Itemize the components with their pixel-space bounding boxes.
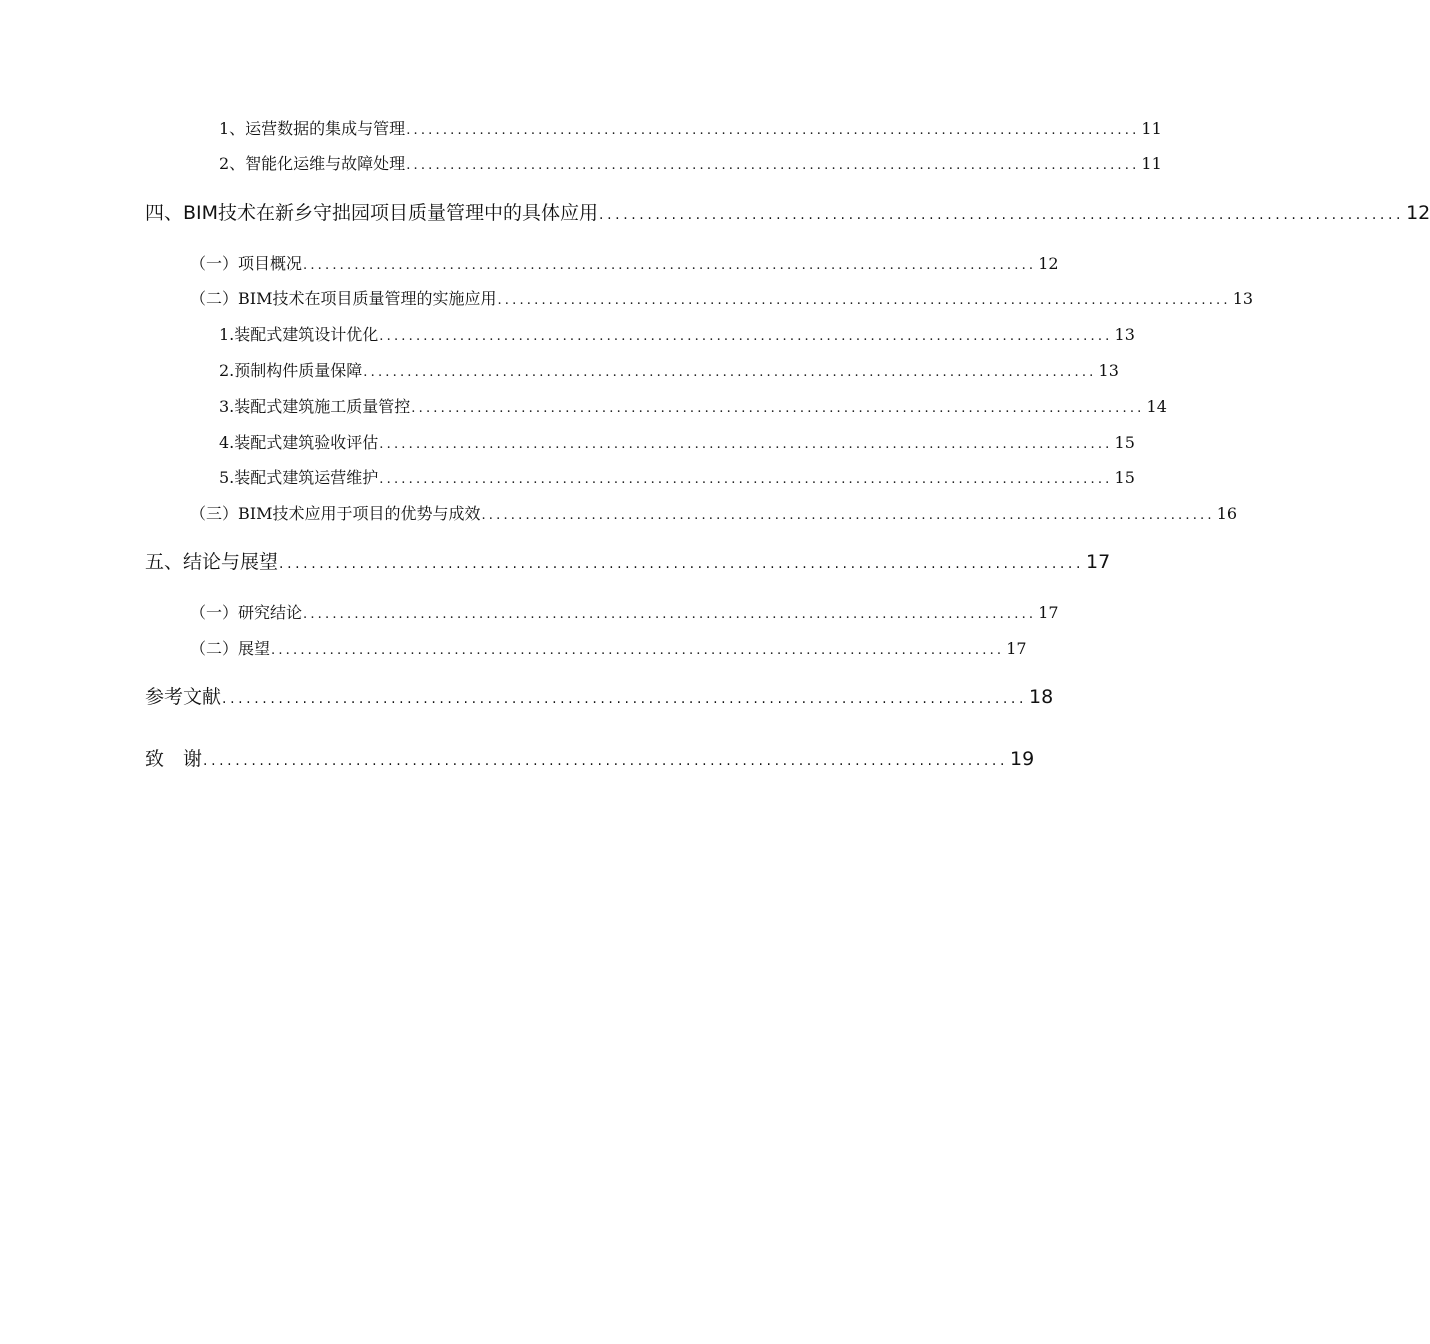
toc-entry[interactable] xyxy=(219,360,1119,382)
toc-leader-dots: .................................................................................................... xyxy=(271,643,1005,658)
toc-leader-dots: .................................................................................................... xyxy=(481,508,1215,523)
toc-entry[interactable] xyxy=(219,153,1162,175)
toc-page-number: 11 xyxy=(1141,119,1162,138)
toc-entry-title: 2.预制构件质量保障 xyxy=(219,361,363,380)
toc-entry-title: 2、智能化运维与故障处理 xyxy=(219,154,406,173)
toc-leader-dots: .................................................................................................... xyxy=(303,607,1037,622)
toc-entry-title: 致 谢 xyxy=(145,748,203,770)
toc-leader-dots: .................................................................................................... xyxy=(303,258,1037,273)
toc-chapter-entry[interactable] xyxy=(145,200,1430,226)
toc-leader-dots: .................................................................................................... xyxy=(406,123,1140,138)
toc-page-number: 17 xyxy=(1086,551,1111,573)
toc-entry-title: （一）研究结论 xyxy=(190,603,303,622)
toc-entry[interactable] xyxy=(219,432,1135,454)
toc-entry-title: 五、结论与展望 xyxy=(145,551,279,573)
toc-entry-title: 4.装配式建筑验收评估 xyxy=(219,433,379,452)
toc-page-number: 15 xyxy=(1114,433,1135,452)
toc-chapter-entry[interactable] xyxy=(145,746,1035,772)
toc-leader-dots: .................................................................................................... xyxy=(406,158,1140,173)
toc-entry[interactable] xyxy=(190,602,1059,624)
toc-chapter-entry[interactable] xyxy=(145,684,1054,710)
toc-page-number: 15 xyxy=(1114,468,1135,487)
toc-page-number: 13 xyxy=(1114,325,1135,344)
toc-page-number: 12 xyxy=(1038,254,1059,273)
toc-entry[interactable] xyxy=(219,396,1167,418)
toc-leader-dots: .................................................................................................... xyxy=(363,365,1097,380)
toc-entry-title: （二）BIM技术在项目质量管理的实施应用 xyxy=(190,289,497,308)
toc-leader-dots: .................................................................................................... xyxy=(222,691,1028,707)
toc-leader-dots: .................................................................................................... xyxy=(279,556,1085,572)
toc-chapter-entry[interactable] xyxy=(145,549,1111,575)
toc-leader-dots: .................................................................................................... xyxy=(379,437,1113,452)
toc-page-number: 18 xyxy=(1029,686,1054,708)
toc-entry[interactable] xyxy=(190,503,1238,525)
toc-leader-dots: .................................................................................................... xyxy=(497,293,1231,308)
toc-entry-title: （二）展望 xyxy=(190,639,271,658)
toc-entry[interactable] xyxy=(219,118,1162,140)
toc-page-number: 16 xyxy=(1216,504,1238,523)
toc-entry-title: 参考文献 xyxy=(145,686,222,708)
toc-page-number: 13 xyxy=(1098,361,1119,380)
toc-leader-dots: .................................................................................................... xyxy=(599,207,1405,223)
toc-entry[interactable] xyxy=(219,324,1135,346)
toc-entry-title: 四、BIM技术在新乡守拙园项目质量管理中的具体应用 xyxy=(145,202,599,224)
toc-page-number: 17 xyxy=(1006,639,1027,658)
toc-entry-title: 5.装配式建筑运营维护 xyxy=(219,468,379,487)
toc-page-number: 17 xyxy=(1038,603,1059,622)
toc-entry-title: 1.装配式建筑设计优化 xyxy=(219,325,379,344)
toc-leader-dots: .................................................................................................... xyxy=(203,753,1009,769)
toc-leader-dots: .................................................................................................... xyxy=(411,401,1145,416)
toc-entry[interactable] xyxy=(190,253,1059,275)
toc-page-number: 11 xyxy=(1141,154,1162,173)
toc-leader-dots: .................................................................................................... xyxy=(379,329,1113,344)
toc-entry-title: 3.装配式建筑施工质量管控 xyxy=(219,397,411,416)
toc-entry[interactable] xyxy=(190,638,1027,660)
toc-entry[interactable] xyxy=(190,288,1254,310)
toc-entry-title: （一）项目概况 xyxy=(190,254,303,273)
toc-entry-title: （三）BIM技术应用于项目的优势与成效 xyxy=(190,504,481,523)
toc-page-number: 14 xyxy=(1146,397,1167,416)
toc-entry-title: 1、运营数据的集成与管理 xyxy=(219,119,406,138)
toc-page-number: 13 xyxy=(1232,289,1254,308)
toc-entry[interactable] xyxy=(219,467,1135,489)
toc-page-number: 19 xyxy=(1010,748,1035,770)
toc-leader-dots: .................................................................................................... xyxy=(379,472,1113,487)
toc-page-number: 12 xyxy=(1406,202,1430,224)
